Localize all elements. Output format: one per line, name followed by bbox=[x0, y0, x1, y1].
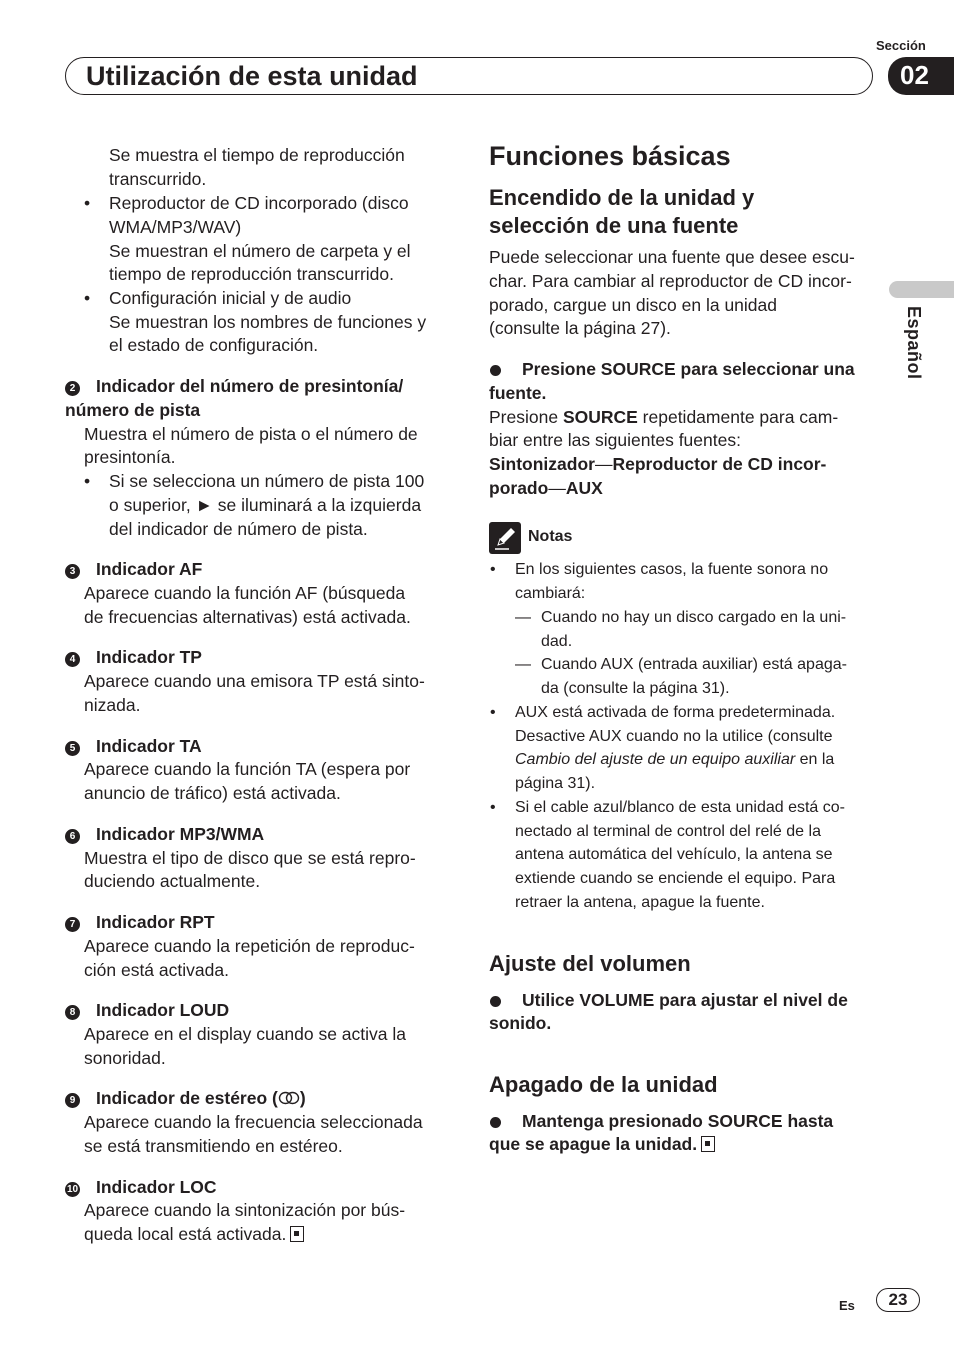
note-line: nectado al terminal de control del relé de la bbox=[515, 823, 821, 840]
note-line: antena automática del vehículo, la antena se bbox=[515, 846, 833, 863]
subheading: selección de una fuente bbox=[489, 213, 739, 238]
intro-line-1: Se muestra el tiempo de reproducción bbox=[109, 145, 405, 165]
section-number-badge: 02 bbox=[888, 57, 954, 95]
step-instruction: Presione SOURCE para seleccionar una bbox=[522, 359, 855, 379]
bullet2-line: el estado de configuración. bbox=[109, 335, 319, 355]
item-title-cont: número de pista bbox=[65, 400, 201, 420]
page-number: 23 bbox=[876, 1288, 920, 1312]
note-line: En los siguientes casos, la fuente sonora no bbox=[515, 561, 829, 578]
stereo-icon bbox=[278, 1091, 300, 1105]
item-body: Muestra el tipo de disco que se está repro- bbox=[84, 848, 416, 868]
para-line: porado, cargue un disco en la unidad bbox=[489, 295, 777, 315]
item-body: Aparece cuando la función TA (espera por bbox=[84, 759, 411, 779]
bullet: • bbox=[490, 561, 496, 578]
item-title: 2 Indicador del número de presintonía/ bbox=[65, 374, 403, 398]
item-title: 5 Indicador TA bbox=[65, 734, 202, 758]
bullet: • bbox=[84, 471, 91, 491]
source-list: porado—AUX bbox=[489, 478, 603, 498]
item-title: 9 Indicador de estéreo ( ) bbox=[65, 1086, 306, 1110]
step-instruction: fuente. bbox=[489, 383, 547, 403]
item-title: 8 Indicador LOUD bbox=[65, 998, 229, 1022]
bullet1-line: Reproductor de CD incorporado (disco bbox=[109, 193, 409, 213]
note-pencil-icon bbox=[489, 522, 521, 554]
item-body: de frecuencias alternativas) está activada. bbox=[84, 607, 411, 627]
bullet: • bbox=[84, 288, 91, 308]
footer-language: Es bbox=[839, 1298, 855, 1313]
note-line: dad. bbox=[541, 633, 573, 650]
item-body: presintonía. bbox=[84, 447, 176, 467]
item-number: 9 bbox=[65, 1093, 80, 1108]
item-number: 5 bbox=[65, 741, 80, 756]
step-dot-icon bbox=[490, 363, 501, 381]
bullet2-line: Configuración inicial y de audio bbox=[109, 288, 352, 308]
item-sub: del indicador de número de pista. bbox=[109, 519, 368, 539]
item-body: Muestra el número de pista o el número de bbox=[84, 424, 418, 444]
step-dot-icon bbox=[490, 994, 501, 1012]
end-mark-icon bbox=[701, 1136, 715, 1152]
item-number: 6 bbox=[65, 829, 80, 844]
bullet1-line: Se muestran el número de carpeta y el bbox=[109, 241, 411, 261]
item-number: 2 bbox=[65, 381, 80, 396]
note-line: Cuando no hay un disco cargado en la uni- bbox=[541, 609, 847, 626]
source-list: Sintonizador—Reproductor de CD incor- bbox=[489, 454, 827, 474]
step-instruction: sonido. bbox=[489, 1013, 552, 1033]
step-body: Presione SOURCE repetidamente para cam- bbox=[489, 407, 839, 427]
para-line: (consulte la página 27). bbox=[489, 318, 671, 338]
language-label: Español bbox=[904, 306, 924, 380]
note-line: Cuando AUX (entrada auxiliar) está apaga- bbox=[541, 656, 847, 673]
intro-line-2: transcurrido. bbox=[109, 169, 207, 189]
step-instruction: Mantenga presionado SOURCE hasta bbox=[522, 1111, 834, 1131]
step-instruction: Utilice VOLUME para ajustar el nivel de bbox=[522, 990, 848, 1010]
item-body: Aparece cuando una emisora TP está sinto- bbox=[84, 671, 425, 691]
title-bar bbox=[65, 57, 873, 95]
section-heading: Funciones básicas bbox=[489, 141, 731, 171]
item-title: 10 Indicador LOC bbox=[66, 1177, 217, 1197]
bullet2-line: Se muestran los nombres de funciones y bbox=[109, 312, 427, 332]
item-body: Aparece cuando la función AF (búsqueda bbox=[84, 583, 406, 603]
step-body: biar entre las siguientes fuentes: bbox=[489, 430, 741, 450]
note-line: retraer la antena, apague la fuente. bbox=[515, 894, 765, 911]
bullet: • bbox=[490, 704, 496, 721]
step-dot-icon bbox=[490, 1115, 501, 1133]
note-line: página 31). bbox=[515, 775, 596, 792]
end-mark-icon bbox=[290, 1226, 304, 1242]
note-line: AUX está activada de forma predeterminada. bbox=[515, 704, 836, 721]
item-body: queda local está activada. bbox=[84, 1222, 304, 1246]
bullet: • bbox=[490, 799, 496, 816]
note-line: Cambio del ajuste de un equipo auxiliar en la bbox=[515, 751, 835, 768]
item-title: 4 Indicador TP bbox=[65, 645, 202, 669]
language-tab bbox=[889, 281, 954, 298]
note-dash: — bbox=[515, 656, 531, 673]
subheading: Apagado de la unidad bbox=[489, 1072, 718, 1097]
item-body: nizada. bbox=[84, 695, 141, 715]
item-sub: o superior, ► se iluminará a la izquierda bbox=[109, 495, 422, 515]
item-number: 3 bbox=[65, 564, 80, 579]
step-instruction: que se apague la unidad. bbox=[489, 1132, 715, 1156]
item-title: 6 Indicador MP3/WMA bbox=[65, 822, 264, 846]
para-line: char. Para cambiar al reproductor de CD incor- bbox=[489, 271, 852, 291]
note-dash: — bbox=[515, 609, 531, 626]
item-body: se está transmitiendo en estéreo. bbox=[84, 1136, 343, 1156]
item-sub: Si se selecciona un número de pista 100 bbox=[109, 471, 425, 491]
bullet: • bbox=[84, 193, 91, 213]
subheading: Ajuste del volumen bbox=[489, 951, 691, 976]
item-body: Aparece cuando la frecuencia seleccionada bbox=[84, 1112, 423, 1132]
bullet1-line: WMA/MP3/WAV) bbox=[109, 217, 242, 237]
section-label: Sección bbox=[876, 38, 926, 53]
note-line: da (consulte la página 31). bbox=[541, 680, 730, 697]
note-line: cambiará: bbox=[515, 585, 586, 602]
note-line: Desactive AUX cuando no la utilice (consulte bbox=[515, 728, 833, 745]
subheading: Encendido de la unidad y bbox=[489, 185, 755, 210]
bullet1-line: tiempo de reproducción transcurrido. bbox=[109, 264, 395, 284]
item-body: duciendo actualmente. bbox=[84, 871, 261, 891]
item-body: Aparece cuando la sintonización por bús- bbox=[84, 1200, 406, 1220]
item-title: 7 Indicador RPT bbox=[65, 910, 215, 934]
item-number: 7 bbox=[65, 917, 80, 932]
item-title: 3 Indicador AF bbox=[65, 557, 202, 581]
item-body: Aparece en el display cuando se activa la bbox=[84, 1024, 407, 1044]
page-title: Utilización de esta unidad bbox=[86, 61, 418, 91]
item-number: 8 bbox=[65, 1005, 80, 1020]
item-number: 4 bbox=[65, 652, 80, 667]
note-line: Si el cable azul/blanco de esta unidad está co- bbox=[515, 799, 845, 816]
item-body: ción está activada. bbox=[84, 960, 229, 980]
notes-title: Notas bbox=[528, 528, 573, 545]
item-body: anuncio de tráfico) está activada. bbox=[84, 783, 341, 803]
para-line: Puede seleccionar una fuente que desee escu- bbox=[489, 247, 855, 267]
item-body: Aparece cuando la repetición de reproduc- bbox=[84, 936, 415, 956]
item-body: sonoridad. bbox=[84, 1048, 166, 1068]
note-line: extiende cuando se enciende el equipo. Para bbox=[515, 870, 836, 887]
item-number: 10 bbox=[66, 1184, 79, 1195]
